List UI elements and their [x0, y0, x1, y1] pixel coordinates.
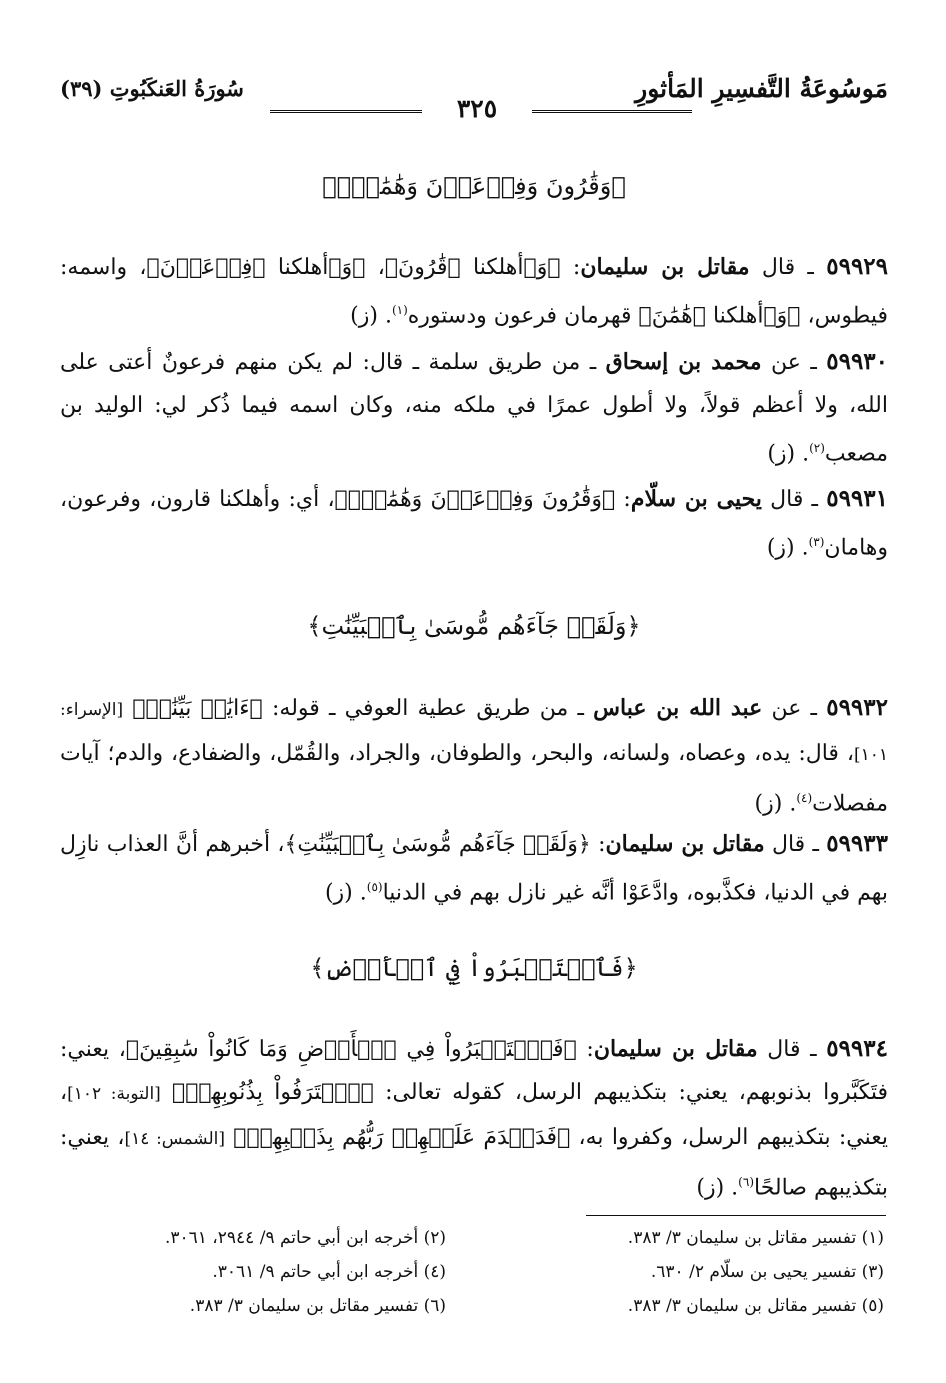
footnote-ref: (١): [391, 303, 408, 317]
entry-59932: ٥٩٩٣٢ ـ عن عبد الله بن عباس ـ من طريق عطية العوفي ـ قوله: ﴿ءَايَٰتٖ بَيِّنَٰتٖ﴾ [الإسراء: ١٠١]، قال: يده، وعصاه، ولسانه، والبحر، والطوفان، والجراد، والقُمّل، والضفادع، والدم؛ آيات مفصلات$^{(٤)}$. (ز): [60, 694, 888, 817]
entry-number: ٥٩٩٣٤: [826, 1035, 888, 1062]
narrator-name: مقاتل بن سليمان: [580, 254, 750, 280]
footnote-2: (٢) أخرجه ابن أبي حاتم ٩/ ٢٩٤٤، ٣٠٦١.: [164, 1228, 446, 1248]
header-rule-left: [270, 110, 422, 113]
entry-number: ٥٩٩٢٩: [826, 253, 889, 280]
surah-name: سُورَةُ العَنكَبُوتِ (٣٩): [60, 76, 244, 101]
footnote-ref: (٦): [738, 1175, 754, 1189]
page-number: ٣٢٥: [422, 94, 532, 123]
narrator-name: يحيى بن سلّام: [630, 486, 762, 512]
footnote-3: (٣) تفسير يحيى بن سلّام ٢/ ٦٣٠.: [650, 1262, 884, 1282]
footnote-5: (٥) تفسير مقاتل بن سليمان ٣/ ٣٨٣.: [627, 1296, 884, 1316]
entry-number: ٥٩٩٣٠: [826, 348, 889, 375]
footnote-ref: (٣): [808, 535, 825, 549]
header-rule-right: [532, 110, 692, 113]
verse-citation: [الإسراء: ١٠١]: [60, 700, 888, 765]
entry-59931: ٥٩٩٣١ ـ قال يحيى بن سلّام: ﴿وَقَٰرُونَ وَفِرۡعَوۡنَ وَهَٰمَٰنَۖ﴾، أي: وأهلكنا قارون، وفرعون، وهامان$^{(٣)}$. (ز): [60, 485, 888, 561]
narrator-name: مقاتل بن سليمان: [605, 831, 765, 857]
entry-59930: ٥٩٩٣٠ ـ عن محمد بن إسحاق ـ من طريق سلمة ـ قال: لم يكن منهم فرعونٌ أعتى على الله، ولا أعظم قولاً، ولا أطول عمرًا في ملكه منه، وكان اسمه فيما ذُكر لي: الوليد بن مصعب$^{(٢)}$. (ز): [60, 348, 889, 467]
footnote-ref: (٥): [366, 880, 383, 894]
entry-number: ٥٩٩٣٣: [826, 830, 888, 857]
book-title: مَوسُوعَةُ التَّفسِيرِ المَأثورِ: [635, 74, 888, 103]
narrator-name: مقاتل بن سليمان: [593, 1036, 758, 1062]
running-header: [60, 60, 888, 130]
narrator-name: محمد بن إسحاق: [605, 349, 762, 375]
footnote-ref: (٢): [809, 441, 825, 455]
footnote-ref: (٤): [796, 791, 813, 805]
verse-heading-1: ﴿وَقَٰرُونَ وَفِرۡعَوۡنَ وَهَٰمَٰنَۖ﴾: [322, 172, 626, 200]
entry-59933: ٥٩٩٣٣ ـ قال مقاتل بن سليمان: ﴿وَلَقَدۡ جَآءَهُم مُّوسَىٰ بِٱلۡبَيِّنَٰتِ﴾، أخبرهم أنَّ العذاب نازِل بهم في الدنيا، فكذَّبوه، وادَّعَوْا أنَّه غير نازل بهم في الدنيا$^{(٥)}$. (ز): [60, 830, 888, 906]
entry-number: ٥٩٩٣٢: [826, 694, 888, 721]
footnote-1: (١) تفسير مقاتل بن سليمان ٣/ ٣٨٣.: [627, 1228, 884, 1248]
verse-citation: [التوبة: ١٠٢]: [67, 1084, 161, 1104]
footnote-6: (٦) تفسير مقاتل بن سليمان ٣/ ٣٨٣.: [189, 1296, 446, 1316]
entry-59929: ٥٩٩٢٩ ـ قال مقاتل بن سليمان: ﴿وَ﴾أهلكنا ﴿قَٰرُونَ﴾، ﴿وَ﴾أهلكنا ﴿فِرۡعَوۡنَ﴾، واسمه: فيطوس، ﴿وَ﴾أهلكنا ﴿هَٰمَٰنَ﴾ قهرمان فرعون ودستوره$^{(١)}$. (ز): [60, 253, 889, 329]
entry-59934: ٥٩٩٣٤ ـ قال مقاتل بن سليمان: ﴿فَٱسۡتَكۡبَرُواْ فِي ٱلۡأَرۡضِ وَمَا كَانُواْ سَٰبِقِينَ﴾، يعني: فتَكَبَّروا بذنوبهم، يعني: بتكذيبهم الرسل، كقوله تعالى: ﴿ٱعۡتَرَفُواْ بِذُنُوبِهِمۡ﴾ [التوبة: ١٠٢]، يعني: بتكذيبهم الرسل، وكفروا به، ﴿فَدَمۡدَمَ عَلَيۡهِمۡ رَبُّهُم بِذَنۢبِهِمۡ﴾ [الشمس: ١٤]، يعني: بتكذيبهم صالحًا$^{(٦)}$. (ز): [60, 1035, 888, 1201]
footnote-4: (٤) أخرجه ابن أبي حاتم ٩/ ٣٠٦١.: [212, 1262, 446, 1282]
verse-citation: [الشمس: ١٤]: [124, 1129, 226, 1149]
entry-number: ٥٩٩٣١: [826, 485, 888, 512]
verse-heading-3: ﴿فَٱسۡتَكۡبَرُواْ فِي ٱلۡأَرۡضِ﴾: [310, 954, 638, 982]
verse-heading-2: ﴿وَلَقَدۡ جَآءَهُم مُّوسَىٰ بِٱلۡبَيِّنَٰتِ﴾: [307, 612, 641, 640]
footnote-separator: [586, 1215, 886, 1216]
narrator-name: عبد الله بن عباس: [593, 695, 763, 721]
